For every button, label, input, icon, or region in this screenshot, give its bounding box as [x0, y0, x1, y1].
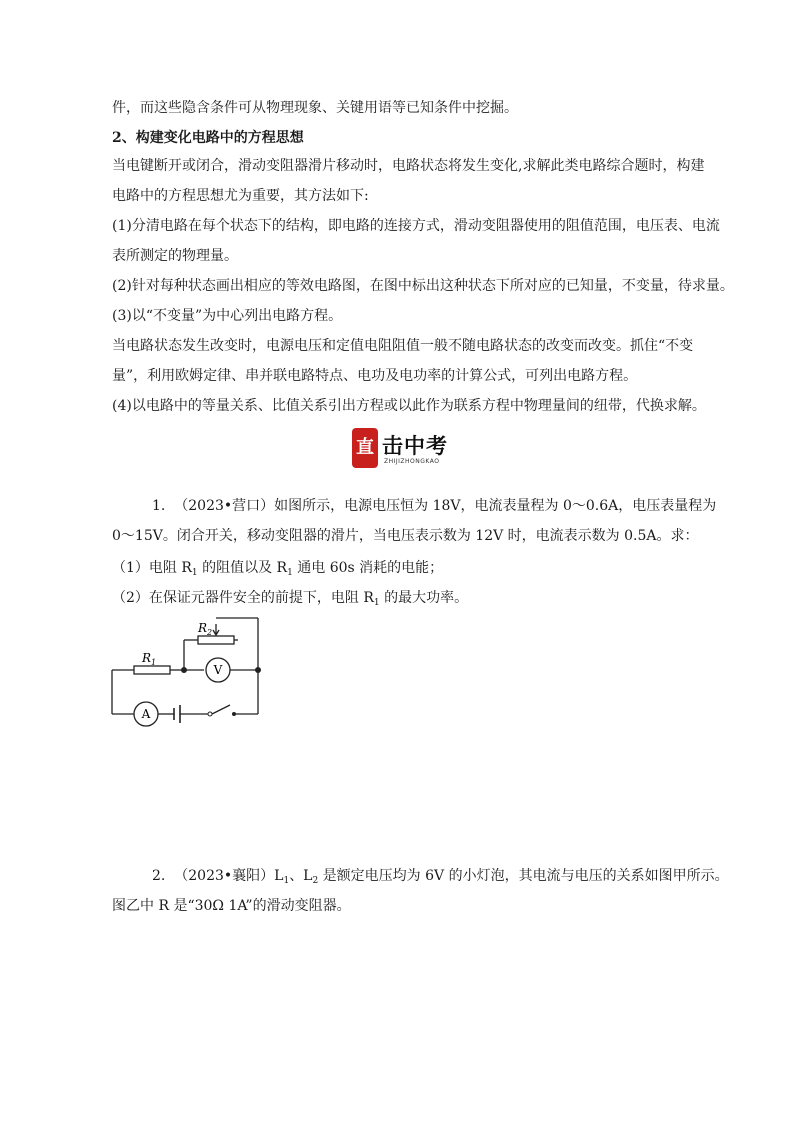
r1-label: $R_1$ [142, 651, 157, 667]
intro-paragraph-8: 量”，利用欧姆定律、串并联电路特点、电功及电功率的计算公式，可列出电路方程。 [112, 368, 638, 384]
intro-paragraph-6: (3)以“不变量”为中心列出电路方程。 [112, 308, 343, 324]
intro-line-1: 件，而这些隐含条件可从物理现象、关键用语等已知条件中挖掘。 [112, 100, 518, 116]
q1-line-2: 0～15V。闭合开关，移动变阻器的滑片，当电压表示数为 12V 时，电流表示数为 0.5A。求： [112, 528, 699, 544]
q1-part-2: （2）在保证元器件安全的前提下，电阻 $R_1$ 的最大功率。 [112, 590, 469, 608]
intro-paragraph-3: (1)分清电路在每个状态下的结构，即电路的连接方式，滑动变阻器使用的阻值范围，电压表、电流 [112, 218, 720, 234]
q2-line-1: 2. （2023•襄阳）$L_1$、$L_2$ 是额定电压均为 6V 的小灯泡，其电流与电压的关系如图甲所示。 [152, 868, 729, 886]
logo-subtext: ZHIJIZHONGKAO [384, 458, 440, 465]
logo-mark: 直 [352, 428, 378, 468]
q1-part-1: （1）电阻 $R_1$ 的阻值以及 $R_1$ 通电 60s 消耗的电能； [112, 560, 444, 578]
q1-line-1 [152, 496, 716, 516]
voltmeter-label: V [213, 663, 223, 677]
q1-number: 1. [152, 498, 166, 514]
circuit-diagram [104, 610, 284, 730]
intro-paragraph-4: 表所测定的物理量。 [112, 248, 238, 264]
intro-paragraph-2: 电路中的方程思想尤为重要，其方法如下: [112, 188, 369, 204]
intro-paragraph-7: 当电路状态发生改变时，电源电压和定值电阻阻值一般不随电路状态的改变而改变。抓住“不变 [112, 338, 694, 354]
intro-paragraph-9: (4)以电路中的等量关系、比值关系引出方程或以此作为联系方程中物理量间的纽带，代换求解。 [112, 398, 706, 414]
intro-paragraph-1: 当电键断开或闭合，滑动变阻器滑片移动时，电路状态将发生变化,求解此类电路综合题时，构建 [112, 158, 705, 174]
r2-label: $R_2$ [198, 621, 213, 637]
logo-text: 击中考 [382, 433, 448, 458]
section-heading: 2、构建变化电路中的方程思想 [112, 130, 304, 146]
q1-text-1: （2023•营口）如图所示，电源电压恒为 18V，电流表量程为 0～0.6A，电压表量程为 [174, 498, 717, 514]
q2-number: 2. [152, 868, 166, 884]
zhiji-zhongkao-logo [352, 428, 462, 468]
q2-line-2: 图乙中 R 是“30Ω 1A”的滑动变阻器。 [112, 898, 351, 914]
intro-paragraph-5: (2)针对每种状态画出相应的等效电路图，在图中标出这种状态下所对应的已知量，不变量，待求量。 [112, 278, 734, 294]
ammeter-label: A [141, 707, 151, 721]
